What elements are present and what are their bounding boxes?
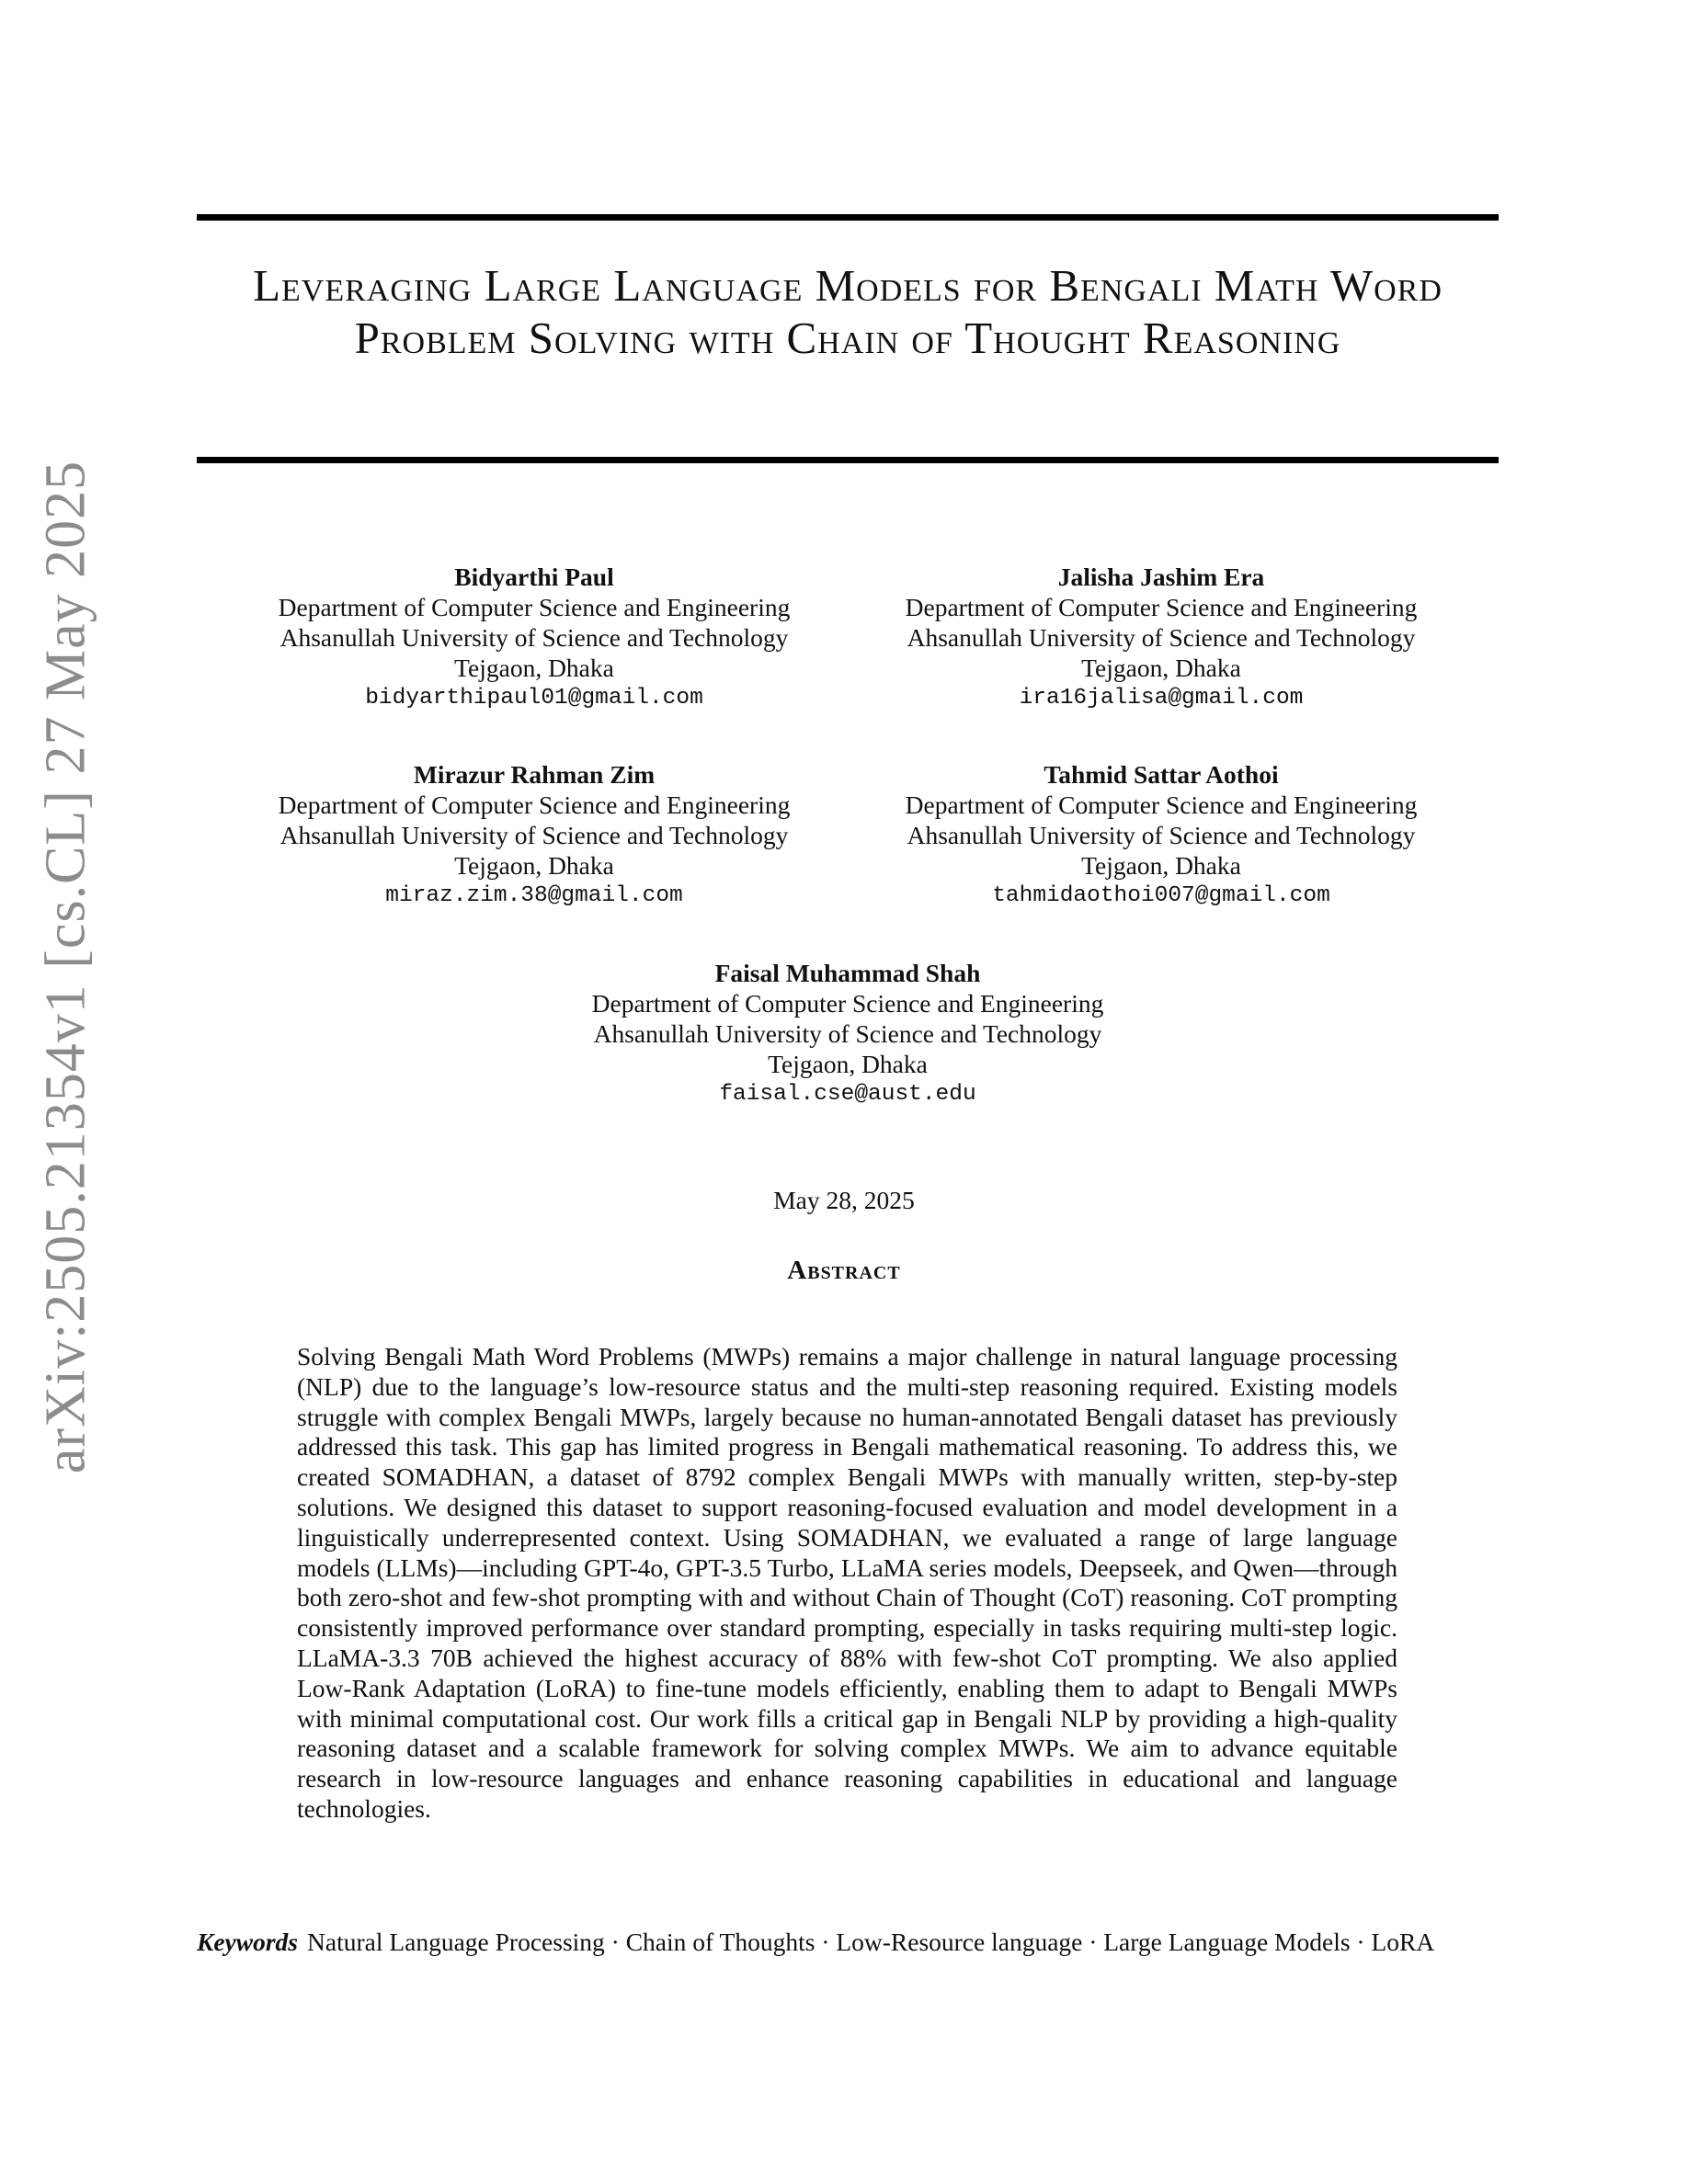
abstract-text: Solving Bengali Math Word Problems (MWPs) remains a major challenge in natural language processing (NLP) due to the language’s low-resource status and the multi-step reasoning required. Existing models struggle with complex Bengali MWPs, largely because no human-annotated Bengali dataset has previously addressed this task. This gap has limited progress in Bengali mathematical reasoning. To address this, we created SOMADHAN, a dataset of 8792 complex Bengali MWPs with manually written, step-by-step solutions. We designed this dataset to support reasoning-focused evaluation and model development in a linguistically underrepresented context. Using SOMADHAN, we evaluated a range of large language models (LLMs)—including GPT-4o, GPT-3.5 Turbo, LLaMA series models, Deepseek, and Qwen—through both zero-shot and few-shot prompting with and without Chain of Thought (CoT) reasoning. CoT prompting consistently improved performance over standard prompting, especially in tasks requiring multi-step logic. LLaMA-3.3 70B achieved the highest accuracy of 88% with few-shot CoT prompting. We also applied Low-Rank Adaptation (LoRA) to fine-tune models efficiently, enabling them to adapt to Bengali MWPs with minimal computational cost. Our work fills a critical gap in Bengali NLP by providing a high-quality reasoning dataset and a scalable framework for solving complex MWPs. We aim to advance equitable research in low-resource languages and enhance reasoning capabilities in educational and language technologies.	[297, 1342, 1397, 1823]
author-location: Tejgaon, Dhaka	[1081, 851, 1241, 880]
author-university: Ahsanullah University of Science and Technology	[907, 821, 1416, 849]
keywords-label: Keywords	[197, 1928, 298, 1956]
author-name: Faisal Muhammad Shah	[714, 959, 981, 987]
author-name: Tahmid Sattar Aothoi	[1044, 760, 1279, 789]
author-department: Department of Computer Science and Engineering	[905, 593, 1418, 621]
author-department: Department of Computer Science and Engineering	[278, 791, 791, 819]
author-location: Tejgaon, Dhaka	[454, 851, 614, 880]
author-university: Ahsanullah University of Science and Technology	[279, 623, 789, 652]
author-department: Department of Computer Science and Engineering	[278, 593, 791, 621]
author-email[interactable]: bidyarthipaul01@gmail.com	[365, 686, 703, 711]
author-email[interactable]: tahmidaothoi007@gmail.com	[992, 883, 1330, 908]
author-block	[203, 562, 865, 713]
publication-date: May 28, 2025	[773, 1186, 915, 1214]
keywords-list: Natural Language Processing · Chain of Thoughts · Low-Resource language · Large Language Models · LoRA	[307, 1928, 1435, 1956]
author-block	[830, 562, 1492, 713]
author-department: Department of Computer Science and Engineering	[591, 989, 1104, 1018]
author-university: Ahsanullah University of Science and Technology	[593, 1019, 1102, 1048]
author-block	[517, 958, 1179, 1109]
author-location: Tejgaon, Dhaka	[454, 654, 614, 682]
author-block	[830, 759, 1492, 911]
author-block	[203, 759, 865, 911]
title-top-rule	[197, 214, 1499, 221]
author-email[interactable]: ira16jalisa@gmail.com	[1019, 686, 1304, 711]
abstract-heading: Abstract	[787, 1256, 901, 1285]
paper-title: Leveraging Large Language Models for Bengali Math Word Problem Solving with Chain of Thought Reasoning	[253, 260, 1443, 363]
author-email[interactable]: miraz.zim.38@gmail.com	[385, 883, 683, 908]
author-name: Jalisha Jashim Era	[1057, 563, 1265, 591]
author-university: Ahsanullah University of Science and Technology	[907, 623, 1416, 652]
author-email[interactable]: faisal.cse@aust.edu	[719, 1082, 976, 1107]
title-bottom-rule	[197, 457, 1499, 463]
author-location: Tejgaon, Dhaka	[768, 1050, 928, 1078]
author-location: Tejgaon, Dhaka	[1081, 654, 1241, 682]
author-name: Mirazur Rahman Zim	[413, 760, 656, 789]
author-department: Department of Computer Science and Engineering	[905, 791, 1418, 819]
arxiv-identifier-stamp: arXiv:2505.21354v1 [cs.CL] 27 May 2025	[34, 460, 97, 1474]
author-name: Bidyarthi Paul	[454, 563, 614, 591]
author-university: Ahsanullah University of Science and Technology	[279, 821, 789, 849]
keywords-line	[197, 1927, 1502, 1957]
